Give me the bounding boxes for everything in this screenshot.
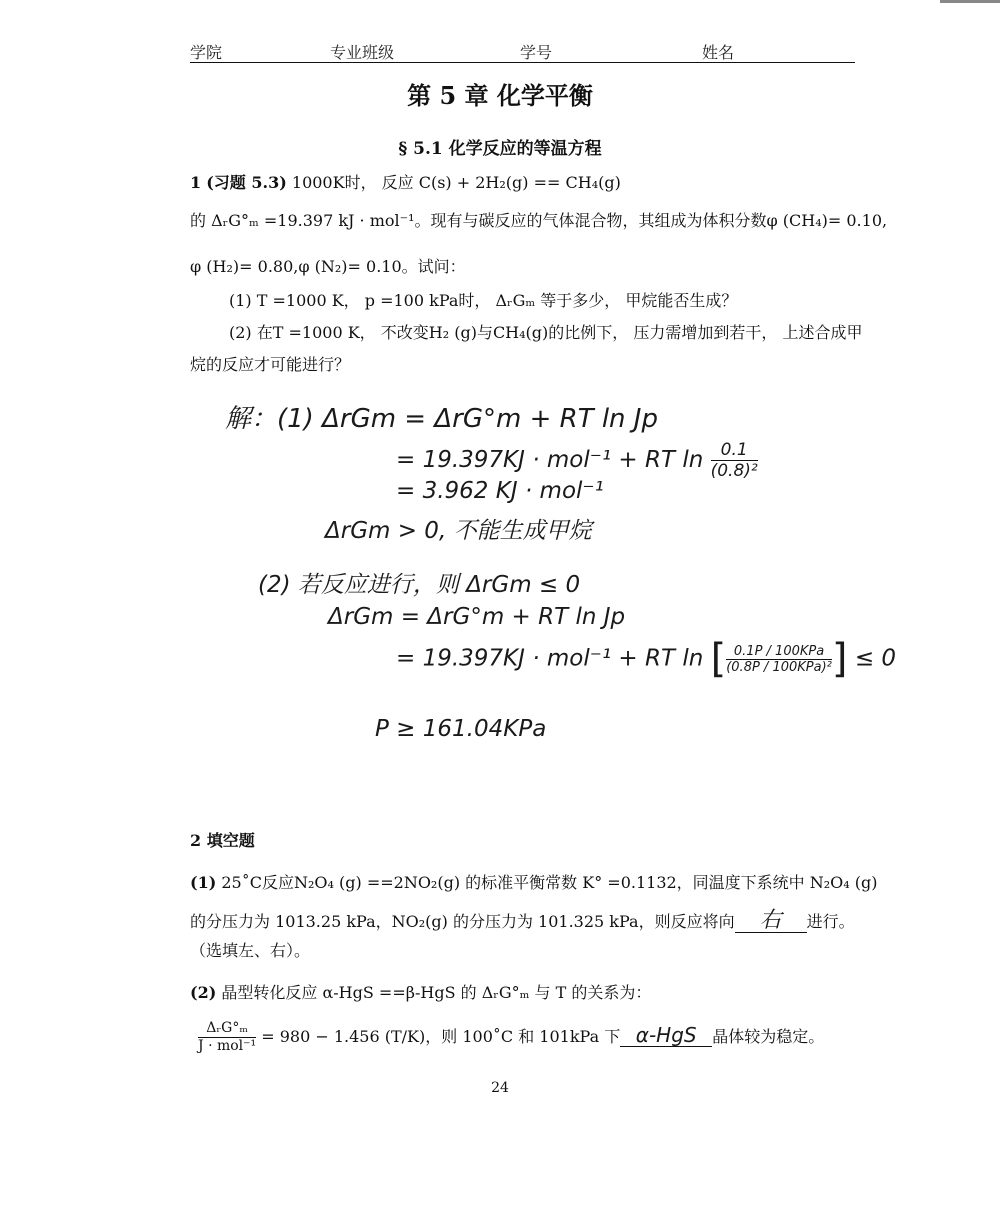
answer-line7-ineq: ≤ 0 (854, 645, 897, 672)
answer-line6: ΔrGm = ΔrG°m + RT ln Jp (328, 604, 626, 630)
header-student-id (520, 40, 680, 63)
answer-line7-denominator: (0.8P / 100KPa)² (726, 659, 832, 675)
header-rule (190, 62, 855, 63)
header-college-label: 学院 (190, 43, 223, 62)
q2-p2-number: (2) (190, 983, 217, 1002)
q2-p2-line2-text: = 980 − 1.456 (T/K)，则 100˚C 和 101kPa 下 (261, 1027, 621, 1046)
header-class-blank (394, 44, 486, 63)
q1-line3: φ (H₂)= 0.80,φ (N₂)= 0.10。试问： (190, 257, 466, 276)
q2-p1-line2-text: 的分压力为 1013.25 kPa，NO₂(g) 的分压力为 101.325 kPa，则反应将向 (190, 912, 735, 931)
q2-heading: 2 填空题 (190, 831, 255, 850)
answer-line4: ΔrGm > 0, 不能生成甲烷 (325, 518, 592, 544)
q1-line2: 的 ΔᵣG°ₘ =19.397 kJ · mol⁻¹。现有与碳反应的气体混合物，其组成为体积分数φ (CH₄)= 0.10, (190, 211, 888, 230)
q2-p1-line2 (190, 910, 855, 933)
q2-p2-fraction-denominator: J · mol⁻¹ (198, 1038, 257, 1054)
q2-p1-line3: （选填左、右）。 (190, 941, 311, 960)
answer-line7 (396, 636, 896, 682)
q1-number: 1 (190, 173, 202, 192)
q2-p2-line2-end: 晶体较为稳定。 (712, 1027, 825, 1046)
q2-p2-fraction-numerator: ΔᵣG°ₘ (198, 1020, 256, 1038)
q2-p1-line1 (190, 872, 878, 894)
answer-bracket-right: ] (831, 636, 848, 682)
q2-p2-line1 (190, 982, 651, 1004)
header-name-label: 姓名 (702, 43, 735, 62)
q2-p1-line1-text: 25˚C反应N₂O₄ (g) ==2NO₂(g) 的标准平衡常数 K° =0.1132，同温度下系统中 N₂O₄ (g) (221, 873, 878, 892)
q1-sub1: (1) T =1000 K， p =100 kPa时， ΔᵣGₘ 等于多少， 甲烷能否生成？ (229, 291, 738, 310)
header-name (702, 40, 848, 63)
chapter-title: 第 5 章 化学平衡 (407, 81, 593, 110)
answer-line2-text: = 19.397KJ · mol⁻¹ + RT ln (396, 447, 704, 473)
header-college-blank (222, 44, 314, 63)
q1-sub2-cont: 烷的反应才可能进行？ (190, 355, 351, 374)
q2-p1-number: (1) (190, 873, 217, 892)
answer-line7-numerator: 0.1P / 100KPa (726, 644, 832, 660)
q2-p2-line1-text: 晶型转化反应 α-HgS ==β-HgS 的 ΔᵣG°ₘ 与 T 的关系为： (221, 983, 652, 1002)
answer-line3: = 3.962 KJ · mol⁻¹ (396, 478, 604, 504)
q2-p1-answer-blank: 右 (735, 910, 807, 933)
page-number: 24 (491, 1080, 509, 1096)
q2-p1-line2-end: 进行。 (806, 912, 855, 931)
q1-sub2: (2) 在T =1000 K， 不改变H₂ (g)与CH₄(g)的比例下， 压力需增加到若干， 上述合成甲 (229, 323, 863, 342)
answer-line2-fraction (711, 440, 758, 481)
q2-p2-fraction (198, 1020, 256, 1055)
answer-line2 (396, 440, 758, 481)
answer-line2-numerator: 0.1 (711, 440, 758, 461)
section-title: § 5.1 化学反应的等温方程 (398, 139, 602, 159)
header-student-id-label: 学号 (520, 43, 553, 62)
q1-heading (190, 172, 621, 194)
q2-p2-line2 (198, 1020, 824, 1055)
q1-reference: (习题 5.3) (206, 173, 287, 192)
header-name-blank (734, 44, 848, 63)
header-class-label: 专业班级 (330, 43, 395, 62)
answer-line8: P ≥ 161.04KPa (375, 716, 547, 742)
answer-line7-fraction (726, 644, 832, 675)
scan-edge-mark (940, 0, 1000, 3)
answer-line7-text: = 19.397KJ · mol⁻¹ + RT ln (396, 645, 704, 672)
answer-line2-denominator: (0.8)² (710, 461, 758, 481)
q1-line1: 1000K时， 反应 C(s) + 2H₂(g) == CH₄(g) (291, 173, 621, 192)
answer-bracket-left: [ (710, 636, 727, 682)
header-class (330, 40, 486, 63)
header-college (190, 40, 314, 63)
answer-line1: 解：(1) ΔrGm = ΔrG°m + RT ln Jp (225, 404, 658, 434)
q2-p2-answer-blank: α-HgS (620, 1024, 712, 1047)
answer-line5: (2) 若反应进行，则 ΔrGm ≤ 0 (258, 572, 581, 598)
header-student-id-blank (552, 44, 680, 63)
